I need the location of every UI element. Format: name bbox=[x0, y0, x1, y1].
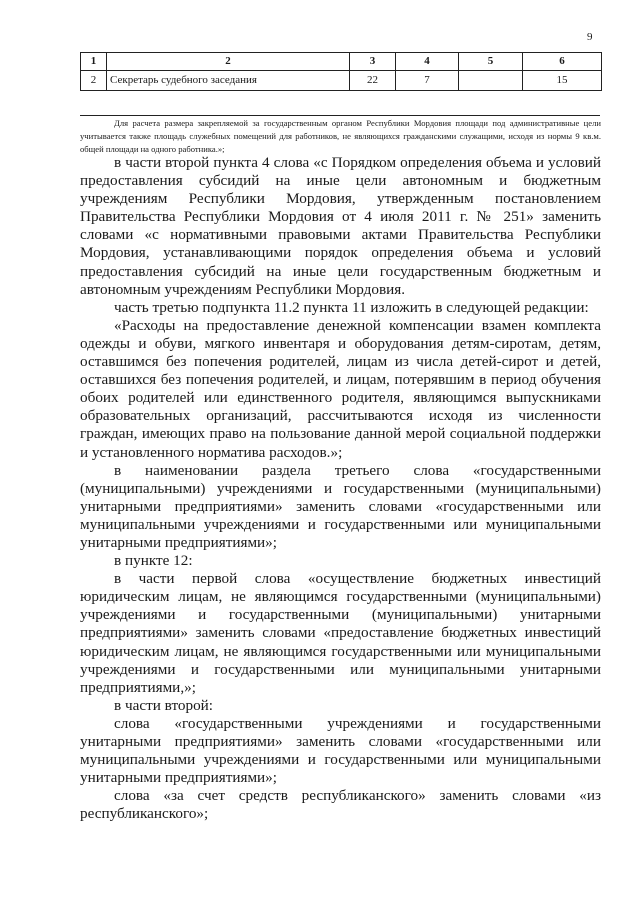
staffing-table bbox=[80, 52, 602, 91]
table-row bbox=[81, 71, 602, 91]
table-header-cell: 6 bbox=[523, 53, 602, 71]
table-header-cell: 5 bbox=[459, 53, 523, 71]
paragraph: часть третью подпункта 11.2 пункта 11 изложить в следующей редакции: bbox=[114, 298, 589, 316]
table-cell: 22 bbox=[350, 71, 396, 91]
paragraph: в части первой слова «осуществление бюджетных инвестиций юридическим лицам, не являющимся государственными (муниципальными) учреждениями и государственными (муниципальными) унитарными предприятиями» заменить словами «предоставление бюджетных инвестиций юридическим лицам, не являющимся государственными или муниципальными учреждениями и государственными или муниципальными унитарными предприятиями,»; bbox=[80, 570, 601, 696]
page-number: 9 bbox=[587, 31, 593, 43]
table-header-cell: 3 bbox=[350, 53, 396, 71]
table-cell: 15 bbox=[523, 71, 602, 91]
paragraph: в наименовании раздела третьего слова «государственными (муниципальными) учреждениями и государственными (муниципальными) унитарными предприятиями» заменить словами «государственными или муниципальными учреждениями и государственными или муниципальными унитарными предприятиями»; bbox=[80, 461, 601, 551]
table-header-row bbox=[81, 53, 602, 71]
table-header-cell: 1 bbox=[81, 53, 107, 71]
footnote-divider bbox=[80, 115, 600, 116]
body-text bbox=[80, 154, 601, 823]
paragraph: «Расходы на предоставление денежной компенсации взамен комплекта одежды и обуви, мягкого инвентаря и оборудования детям-сиротам, детям, оставшимся без попечения родителей, лицам из числа детей-сирот и детей, оставшихся без попечения родителей, и лицам, потерявшим в период обучения обоих родителей или единственного родителя, являющимся выпускниками образовательных организаций, рассчитываются исходя из численности граждан, имеющих право на пользование данной мерой социальной поддержки и установленного норматива расходов.»; bbox=[80, 316, 601, 461]
footnote: Для расчета размера закрепляемой за государственным органом Республики Мордовия площади под административные цели учитывается также площадь служебных помещений для работников, не являющихся гражданскими служащими, исходя из нормы 9 кв.м. общей площади на одного работника.»; bbox=[80, 118, 601, 154]
paragraph: в части второй: bbox=[114, 696, 214, 714]
table-header-cell: 4 bbox=[396, 53, 459, 71]
table-cell bbox=[459, 71, 523, 91]
table-header-cell: 2 bbox=[107, 53, 350, 71]
table-cell: 2 bbox=[81, 71, 107, 91]
paragraph: слова «государственными учреждениями и государственными унитарными предприятиями» заменить словами «государственными или муниципальными учреждениями и государственными или муниципальными унитарными предприятиями»; bbox=[80, 714, 601, 787]
paragraph: в пункте 12: bbox=[114, 552, 193, 570]
table-cell: 7 bbox=[396, 71, 459, 91]
paragraph: в части второй пункта 4 слова «с Порядком определения объема и условий предоставления субсидий на иные цели автономным и бюджетным учреждениям Республики Мордовия, утвержденным постановлением Правительства Республики Мордовия от 4 июля 2011 г. № 251» заменить словами «с нормативными правовыми актами Правительства Республики Мордовия, устанавливающими порядок определения объема и условий предоставления субсидий на иные цели государственным бюджетным и автономным учреждениям Республики Мордовия. bbox=[80, 154, 601, 298]
paragraph: слова «за счет средств республиканского» заменить словами «из республиканского»; bbox=[80, 787, 601, 823]
table-cell: Секретарь судебного заседания bbox=[107, 71, 350, 91]
